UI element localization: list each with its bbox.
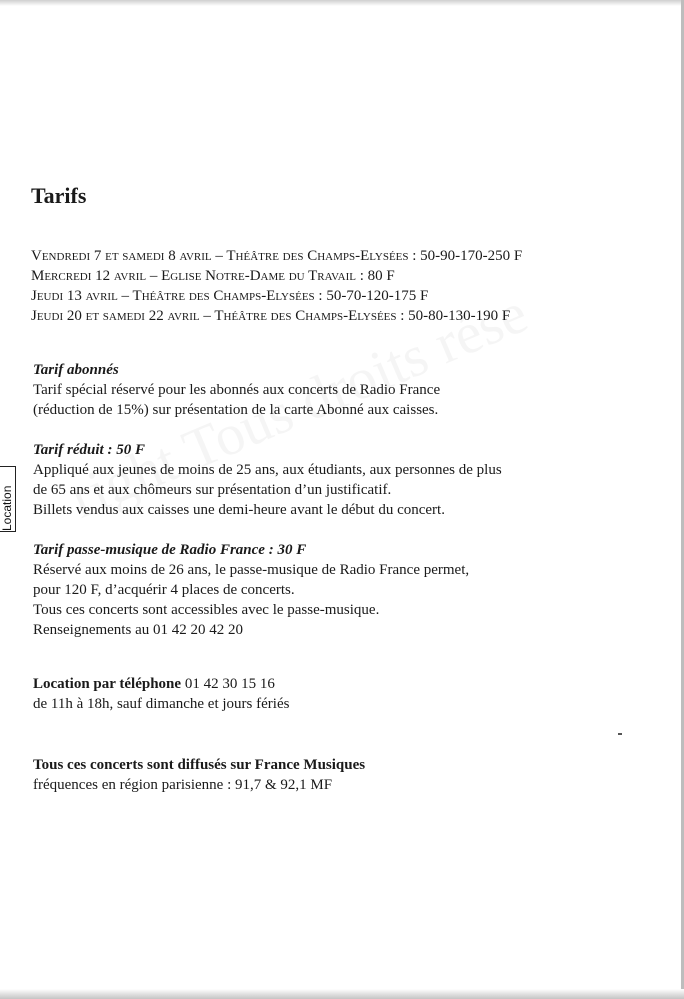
- section-line: Réservé aux moins de 26 ans, le passe-musique de Radio France permet,: [33, 562, 470, 578]
- section-line: Tous ces concerts sont accessibles avec le passe-musique.: [33, 602, 380, 618]
- section-line: Billets vendus aux caisses une demi-heure avant le début du concert.: [33, 502, 445, 518]
- page-title: Tarifs: [31, 183, 87, 208]
- scan-edge-top: [0, 0, 684, 6]
- schedule-line: Vendredi 7 et samedi 8 avril – Théâtre des Champs-Elysées : 50-90-170-250 F: [31, 248, 523, 264]
- schedule-line: Jeudi 20 et samedi 22 avril – Théâtre des Champs-Elysées : 50-80-130-190 F: [31, 308, 511, 324]
- section-line: Tarif spécial réservé pour les abonnés aux concerts de Radio France: [33, 382, 441, 398]
- scan-speck: [618, 733, 622, 735]
- section-line: Appliqué aux jeunes de moins de 25 ans, aux étudiants, aux personnes de plus: [33, 462, 502, 478]
- tarif-passe-musique-section: [33, 540, 651, 640]
- radio-broadcast-section: [33, 755, 651, 795]
- section-heading: Tarif abonnés: [33, 362, 119, 378]
- schedule-line: Mercredi 12 avril – Eglise Notre-Dame du Travail : 80 F: [31, 268, 395, 284]
- tarif-abonnes-section: [33, 360, 651, 420]
- radio-heading: Tous ces concerts sont diffusés sur France Musiques: [33, 757, 366, 773]
- radio-frequencies: fréquences en région parisienne : 91,7 & 92,1 MF: [33, 777, 333, 793]
- section-line: de 65 ans et aux chômeurs sur présentation d’un justificatif.: [33, 482, 392, 498]
- section-heading: Tarif passe-musique de Radio France : 30 F: [33, 542, 307, 558]
- section-line: pour 120 F, d’acquérir 4 places de concerts.: [33, 582, 295, 598]
- schedule-line: Jeudi 13 avril – Théâtre des Champs-Elysées : 50-70-120-175 F: [31, 288, 429, 304]
- phone-booking-section: [33, 674, 651, 714]
- phone-line: [33, 674, 651, 694]
- section-line: (réduction de 15%) sur présentation de la carte Abonné aux caisses.: [33, 402, 439, 418]
- phone-number: 01 42 30 15 16: [184, 676, 275, 692]
- section-heading: Tarif réduit : 50 F: [33, 442, 145, 458]
- phone-label: Location par téléphone: [33, 676, 182, 692]
- side-tab-label: Location: [0, 485, 14, 531]
- tarifs-page: [31, 182, 651, 795]
- tarif-reduit-section: [33, 440, 651, 520]
- phone-hours: de 11h à 18h, sauf dimanche et jours fériés: [33, 696, 290, 712]
- scan-edge-bottom: [0, 989, 684, 999]
- concert-schedule: [31, 246, 651, 326]
- side-tab-location[interactable]: [0, 466, 16, 532]
- section-line: Renseignements au 01 42 20 42 20: [33, 622, 243, 638]
